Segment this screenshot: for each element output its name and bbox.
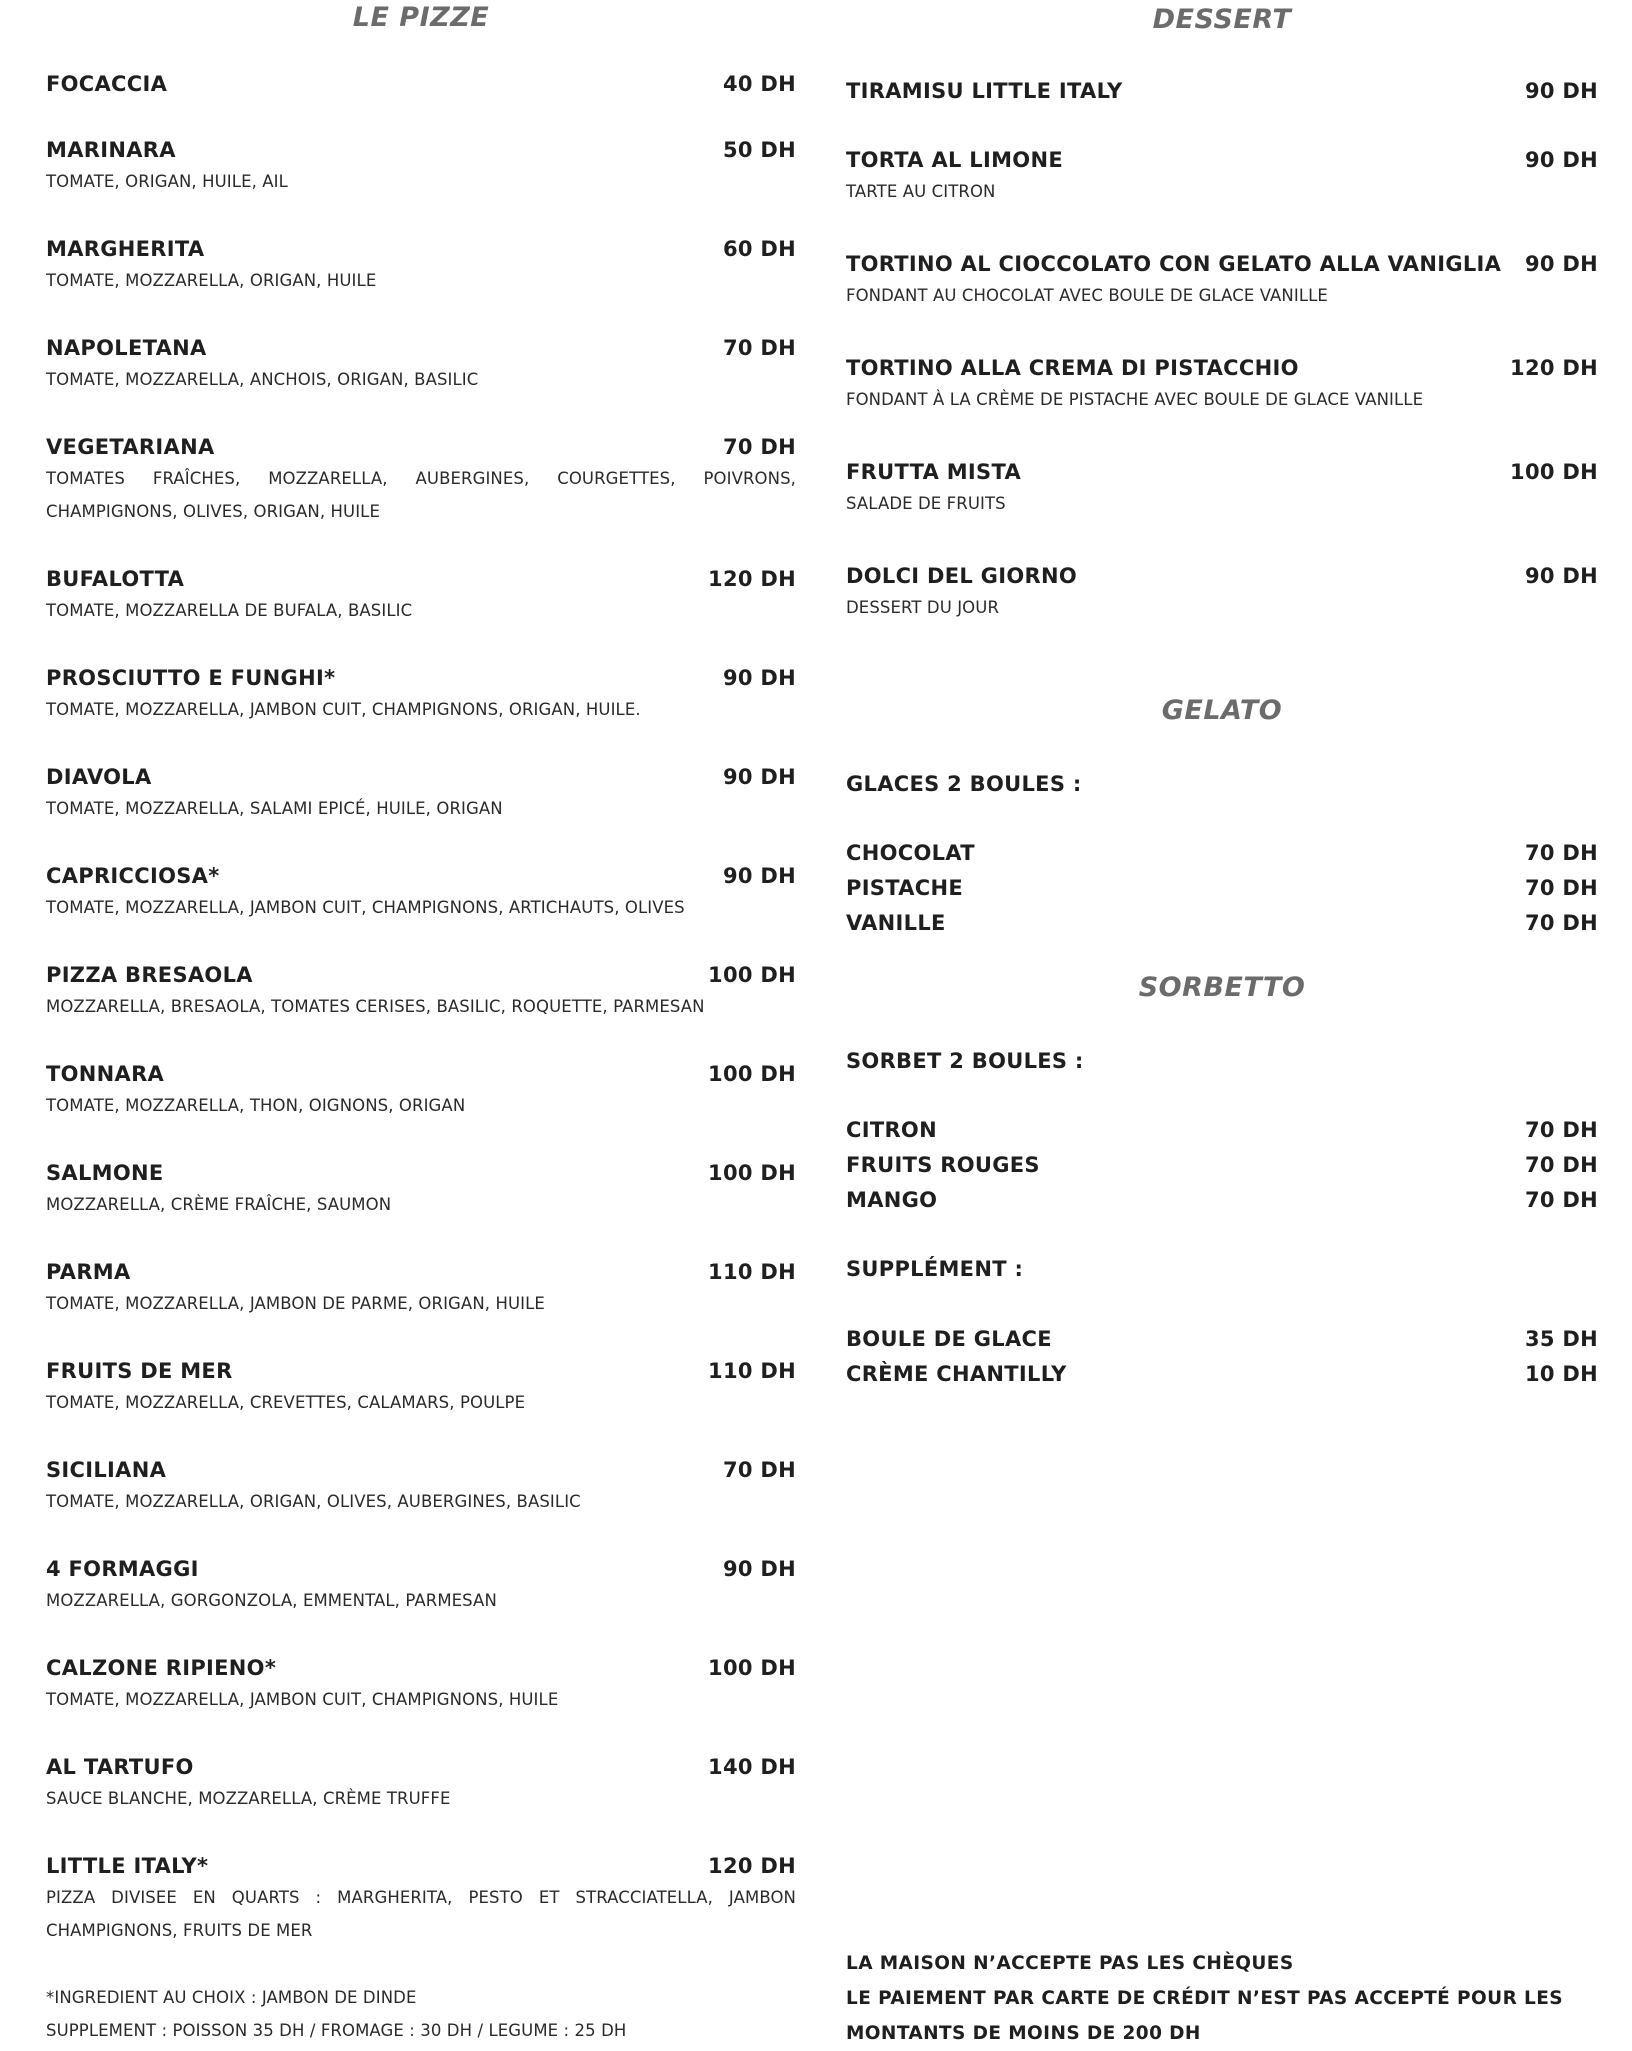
item-name: TORTINO ALLA CREMA DI PISTACCHIO xyxy=(846,356,1299,380)
item-price: 35 DH xyxy=(1524,1327,1598,1351)
item-price: 100 DH xyxy=(1510,460,1598,484)
item-description: PIZZA DIVISEE EN QUARTS : MARGHERITA, PESTO ET STRACCIATELLA, JAMBON CHAMPIGNONS, FRUITS DE MER xyxy=(46,1888,796,1940)
item-name: PARMA xyxy=(46,1260,131,1284)
item-description: SALADE DE FRUITS xyxy=(846,494,1006,513)
menu-item xyxy=(46,336,796,396)
menu-item xyxy=(46,1161,796,1221)
item-price: 120 DH xyxy=(708,567,796,591)
menu-item xyxy=(846,79,1598,103)
menu-item xyxy=(46,435,796,528)
menu-item xyxy=(846,1118,1598,1142)
item-name: FRUITS DE MER xyxy=(46,1359,233,1383)
item-description: FONDANT À LA CRÈME DE PISTACHE AVEC BOULE DE GLACE VANILLE xyxy=(846,390,1424,409)
menu-item xyxy=(846,1188,1598,1212)
item-price: 140 DH xyxy=(708,1755,796,1779)
item-name: MANGO xyxy=(846,1188,938,1212)
item-name: PIZZA BRESAOLA xyxy=(46,963,253,987)
item-price: 110 DH xyxy=(708,1260,796,1284)
item-description: TOMATE, MOZZARELLA, THON, OIGNONS, ORIGAN xyxy=(46,1096,466,1115)
menu-item xyxy=(846,356,1598,416)
item-name: BUFALOTTA xyxy=(46,567,185,591)
menu-item xyxy=(46,963,796,1023)
menu-item xyxy=(846,911,1598,935)
item-description: TOMATE, MOZZARELLA, ORIGAN, HUILE xyxy=(46,271,377,290)
item-name: TORTINO AL CIOCCOLATO CON GELATO ALLA VANIGLIA xyxy=(846,252,1502,276)
item-price: 120 DH xyxy=(708,1854,796,1878)
menu-item xyxy=(46,1656,796,1716)
gelato-label: GLACES 2 BOULES : xyxy=(846,772,1082,796)
item-price: 70 DH xyxy=(1524,911,1598,935)
item-name: VEGETARIANA xyxy=(46,435,215,459)
cheque-notice: LA MAISON N’ACCEPTE PAS LES CHÈQUES xyxy=(846,1953,1294,1974)
item-description: TOMATES FRAÎCHES, MOZZARELLA, AUBERGINES, COURGETTES, POIVRONS, CHAMPIGNONS, OLIVES, ORIGAN, HUILE xyxy=(46,469,796,521)
sorbetto-label: SORBET 2 BOULES : xyxy=(846,1049,1084,1073)
item-name: DIAVOLA xyxy=(46,765,152,789)
menu-item xyxy=(46,1854,796,1947)
item-price: 90 DH xyxy=(1524,564,1598,588)
menu-item xyxy=(846,1153,1598,1177)
item-description: DESSERT DU JOUR xyxy=(846,598,1000,617)
item-price: 60 DH xyxy=(722,237,796,261)
menu-item xyxy=(846,148,1598,208)
item-name: FRUTTA MISTA xyxy=(846,460,1022,484)
menu-item xyxy=(46,567,796,627)
card-notice: LE PAIEMENT PAR CARTE DE CRÉDIT N’EST PAS ACCEPTÉ POUR LES MONTANTS DE MOINS DE 200 DH xyxy=(846,1988,1564,2044)
item-price: 70 DH xyxy=(722,435,796,459)
item-description: TOMATE, MOZZARELLA DE BUFALA, BASILIC xyxy=(46,601,413,620)
item-price: 90 DH xyxy=(1524,148,1598,172)
menu-item xyxy=(846,460,1598,520)
item-price: 100 DH xyxy=(708,963,796,987)
item-price: 70 DH xyxy=(1524,841,1598,865)
item-price: 90 DH xyxy=(722,864,796,888)
menu-item xyxy=(46,72,796,96)
pizze-title: LE PIZZE xyxy=(352,2,490,33)
item-price: 70 DH xyxy=(1524,1153,1598,1177)
item-description: TARTE AU CITRON xyxy=(846,182,996,201)
item-name: SALMONE xyxy=(46,1161,164,1185)
item-price: 40 DH xyxy=(722,72,796,96)
menu-item xyxy=(46,1062,796,1122)
item-name: TORTA AL LIMONE xyxy=(846,148,1063,172)
ingredient-note: *INGREDIENT AU CHOIX : JAMBON DE DINDE xyxy=(46,1988,417,2007)
item-description: TOMATE, MOZZARELLA, ANCHOIS, ORIGAN, BASILIC xyxy=(46,370,479,389)
sorbetto-title: SORBETTO xyxy=(1138,972,1306,1003)
item-description: TOMATE, MOZZARELLA, CREVETTES, CALAMARS, POULPE xyxy=(46,1393,526,1412)
item-name: AL TARTUFO xyxy=(46,1755,194,1779)
menu-item xyxy=(846,564,1598,624)
item-description: TOMATE, MOZZARELLA, JAMBON DE PARME, ORIGAN, HUILE xyxy=(46,1294,545,1313)
gelato-title: GELATO xyxy=(1161,695,1283,726)
menu-item xyxy=(46,765,796,825)
item-description: TOMATE, MOZZARELLA, JAMBON CUIT, CHAMPIGNONS, HUILE xyxy=(46,1690,559,1709)
item-price: 90 DH xyxy=(722,765,796,789)
supplement-label: SUPPLÉMENT : xyxy=(846,1257,1024,1281)
item-price: 90 DH xyxy=(722,666,796,690)
item-description: TOMATE, MOZZARELLA, JAMBON CUIT, CHAMPIGNONS, ARTICHAUTS, OLIVES xyxy=(46,898,685,917)
item-description: MOZZARELLA, GORGONZOLA, EMMENTAL, PARMESAN xyxy=(46,1591,497,1610)
item-price: 70 DH xyxy=(1524,1188,1598,1212)
item-description: TOMATE, MOZZARELLA, JAMBON CUIT, CHAMPIGNONS, ORIGAN, HUILE. xyxy=(46,700,641,719)
dessert-title: DESSERT xyxy=(1152,4,1292,35)
menu-item xyxy=(46,1557,796,1617)
item-price: 100 DH xyxy=(708,1161,796,1185)
menu-item xyxy=(46,237,796,297)
item-name: DOLCI DEL GIORNO xyxy=(846,564,1077,588)
item-price: 50 DH xyxy=(722,138,796,162)
item-price: 70 DH xyxy=(722,1458,796,1482)
item-name: BOULE DE GLACE xyxy=(846,1327,1052,1351)
menu-item xyxy=(846,1327,1598,1351)
item-price: 70 DH xyxy=(1524,876,1598,900)
item-name: CRÈME CHANTILLY xyxy=(846,1362,1067,1386)
item-price: 10 DH xyxy=(1524,1362,1598,1386)
item-description: TOMATE, MOZZARELLA, SALAMI EPICÉ, HUILE, ORIGAN xyxy=(46,799,503,818)
item-description: MOZZARELLA, CRÈME FRAÎCHE, SAUMON xyxy=(46,1195,392,1214)
item-name: TONNARA xyxy=(46,1062,165,1086)
item-name: 4 FORMAGGI xyxy=(46,1557,199,1581)
item-price: 70 DH xyxy=(1524,1118,1598,1142)
payment-notice xyxy=(846,1946,1598,2051)
item-price: 120 DH xyxy=(1510,356,1598,380)
item-name: CHOCOLAT xyxy=(846,841,975,865)
menu-item xyxy=(46,1458,796,1518)
item-description: SAUCE BLANCHE, MOZZARELLA, CRÈME TRUFFE xyxy=(46,1789,451,1808)
item-price: 110 DH xyxy=(708,1359,796,1383)
menu-item xyxy=(846,252,1598,312)
item-name: PISTACHE xyxy=(846,876,964,900)
menu-item xyxy=(46,1755,796,1815)
item-name: PROSCIUTTO E FUNGHI* xyxy=(46,666,336,690)
item-name: FOCACCIA xyxy=(46,72,168,96)
menu-item xyxy=(46,138,796,198)
item-name: LITTLE ITALY* xyxy=(46,1854,209,1878)
item-price: 90 DH xyxy=(722,1557,796,1581)
item-name: VANILLE xyxy=(846,911,946,935)
item-name: CITRON xyxy=(846,1118,937,1142)
menu-item xyxy=(846,841,1598,865)
item-name: TIRAMISU LITTLE ITALY xyxy=(846,79,1123,103)
item-description: TOMATE, MOZZARELLA, ORIGAN, OLIVES, AUBERGINES, BASILIC xyxy=(46,1492,581,1511)
item-name: MARGHERITA xyxy=(46,237,205,261)
menu-item xyxy=(46,666,796,726)
item-price: 100 DH xyxy=(708,1656,796,1680)
item-description: MOZZARELLA, BRESAOLA, TOMATES CERISES, BASILIC, ROQUETTE, PARMESAN xyxy=(46,997,705,1016)
supplement-note: SUPPLEMENT : POISSON 35 DH / FROMAGE : 30 DH / LEGUME : 25 DH xyxy=(46,2021,627,2040)
item-description: TOMATE, ORIGAN, HUILE, AIL xyxy=(46,172,288,191)
item-price: 70 DH xyxy=(722,336,796,360)
item-price: 90 DH xyxy=(1524,79,1598,103)
item-price: 100 DH xyxy=(708,1062,796,1086)
item-description: FONDANT AU CHOCOLAT AVEC BOULE DE GLACE VANILLE xyxy=(846,286,1328,305)
item-name: NAPOLETANA xyxy=(46,336,207,360)
item-name: CAPRICCIOSA* xyxy=(46,864,220,888)
item-name: CALZONE RIPIENO* xyxy=(46,1656,277,1680)
menu-item xyxy=(846,1362,1598,1386)
menu-item xyxy=(846,876,1598,900)
menu-item xyxy=(46,864,796,924)
item-name: FRUITS ROUGES xyxy=(846,1153,1040,1177)
menu-item xyxy=(46,1260,796,1320)
item-name: MARINARA xyxy=(46,138,176,162)
item-price: 90 DH xyxy=(1524,252,1598,276)
menu-item xyxy=(46,1359,796,1419)
item-name: SICILIANA xyxy=(46,1458,167,1482)
